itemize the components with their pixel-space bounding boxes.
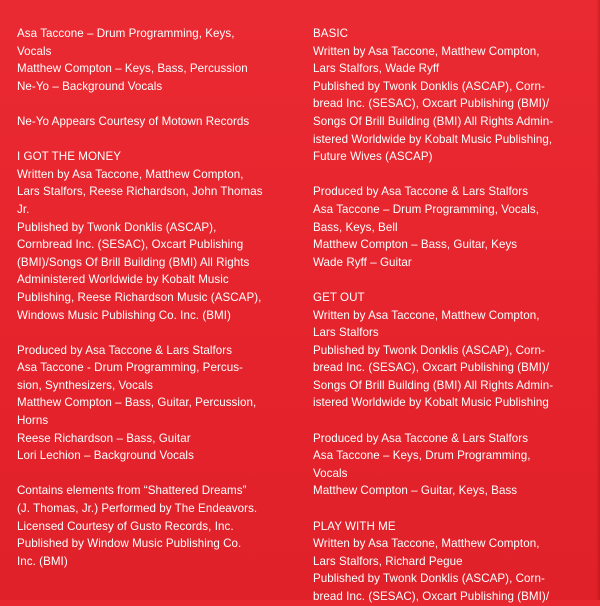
- credit-line: (BMI)/Songs Of Brill Building (BMI) All Rights: [17, 255, 250, 269]
- credit-line: Written by Asa Taccone, Matthew Compton,: [313, 44, 540, 58]
- credit-block: [313, 518, 595, 606]
- credit-block: [313, 183, 595, 271]
- credit-block: [17, 113, 299, 131]
- credit-line: Written by Asa Taccone, Matthew Compton,: [313, 537, 540, 551]
- credit-block: [17, 482, 299, 570]
- credit-line: istered Worldwide by Kobalt Music Publishing,: [313, 132, 553, 146]
- credit-line: Songs Of Brill Building (BMI) All Rights Admin-: [313, 114, 554, 128]
- credit-line: Administered Worldwide by Kobalt Music: [17, 273, 229, 287]
- credit-line: Published by Twonk Donklis (ASCAP),: [17, 220, 217, 234]
- page-edge-shadow: [596, 0, 600, 600]
- credit-block: [17, 25, 299, 95]
- credit-line: Asa Taccone – Drum Programming, Vocals,: [313, 202, 539, 216]
- credit-line: Matthew Compton – Bass, Guitar, Keys: [313, 238, 518, 252]
- credit-block: [17, 148, 299, 324]
- credit-line: Publishing, Reese Richardson Music (ASCAP),: [17, 290, 262, 304]
- credit-line: Future Wives (ASCAP): [313, 150, 433, 164]
- credit-block: [313, 289, 595, 412]
- credit-line: Horns: [17, 414, 49, 428]
- credit-line: Windows Music Publishing Co. Inc. (BMI): [17, 308, 231, 322]
- credit-line: Lars Stalfors, Richard Pegue: [313, 554, 463, 568]
- credit-line: Produced by Asa Taccone & Lars Stalfors: [313, 185, 529, 199]
- credit-line: PLAY WITH ME: [313, 519, 396, 533]
- credit-line: BASIC: [313, 27, 349, 40]
- credit-line: I GOT THE MONEY: [17, 150, 122, 164]
- credit-line: Matthew Compton – Guitar, Keys, Bass: [313, 484, 518, 498]
- credit-line: Reese Richardson – Bass, Guitar: [17, 431, 191, 445]
- credit-line: sion, Synthesizers, Vocals: [17, 378, 153, 392]
- credit-line: (J. Thomas, Jr.) Performed by The Endeavors.: [17, 502, 258, 516]
- credit-line: Published by Twonk Donklis (ASCAP), Corn-: [313, 343, 545, 357]
- credit-line: Wade Ryff – Guitar: [313, 255, 412, 269]
- credit-line: Ne-Yo Appears Courtesy of Motown Records: [17, 114, 250, 128]
- credit-line: Jr.: [17, 202, 30, 216]
- credit-line: Contains elements from “Shattered Dreams”: [17, 484, 247, 498]
- credit-line: bread Inc. (SESAC), Oxcart Publishing (BMI)/: [313, 590, 550, 603]
- credit-line: Vocals: [313, 466, 348, 480]
- credit-line: Vocals: [17, 44, 52, 58]
- credit-line: Lori Lechion – Background Vocals: [17, 449, 194, 463]
- credit-line: Published by Window Music Publishing Co.: [17, 537, 242, 551]
- credit-line: Lars Stalfors: [313, 326, 379, 340]
- credit-line: Asa Taccone – Keys, Drum Programming,: [313, 449, 531, 463]
- credit-line: Songs Of Brill Building (BMI) All Rights Admin-: [313, 378, 554, 392]
- credit-line: Licensed Courtesy of Gusto Records, Inc.: [17, 519, 234, 533]
- right-column: [313, 25, 595, 606]
- credit-line: Cornbread Inc. (SESAC), Oxcart Publishing: [17, 238, 244, 252]
- credit-line: Written by Asa Taccone, Matthew Compton,: [313, 308, 540, 322]
- credit-line: Produced by Asa Taccone & Lars Stalfors: [313, 431, 529, 445]
- credit-block: [313, 430, 595, 500]
- credit-line: Lars Stalfors, Wade Ryff: [313, 62, 440, 76]
- credit-line: Asa Taccone – Drum Programming, Keys,: [17, 27, 235, 40]
- credit-line: Bass, Keys, Bell: [313, 220, 398, 234]
- credit-line: Matthew Compton – Bass, Guitar, Percussion,: [17, 396, 257, 410]
- credit-line: istered Worldwide by Kobalt Music Publishing: [313, 396, 549, 410]
- credit-line: Lars Stalfors, Reese Richardson, John Thomas: [17, 185, 263, 199]
- credit-block: [313, 25, 595, 166]
- credit-line: GET OUT: [313, 290, 365, 304]
- credit-block: [17, 342, 299, 465]
- credit-line: bread Inc. (SESAC), Oxcart Publishing (BMI)/: [313, 361, 550, 375]
- credit-line: Published by Twonk Donklis (ASCAP), Corn-: [313, 79, 545, 93]
- credit-line: Published by Twonk Donklis (ASCAP), Corn-: [313, 572, 545, 586]
- credit-line: Matthew Compton – Keys, Bass, Percussion: [17, 62, 248, 76]
- credit-line: Produced by Asa Taccone & Lars Stalfors: [17, 343, 233, 357]
- left-column: [17, 25, 299, 570]
- credit-line: bread Inc. (SESAC), Oxcart Publishing (BMI)/: [313, 97, 550, 111]
- credit-line: Written by Asa Taccone, Matthew Compton,: [17, 167, 244, 181]
- credit-line: Asa Taccone - Drum Programming, Percus-: [17, 361, 243, 375]
- credit-line: Ne-Yo – Background Vocals: [17, 79, 163, 93]
- credit-line: Inc. (BMI): [17, 554, 68, 568]
